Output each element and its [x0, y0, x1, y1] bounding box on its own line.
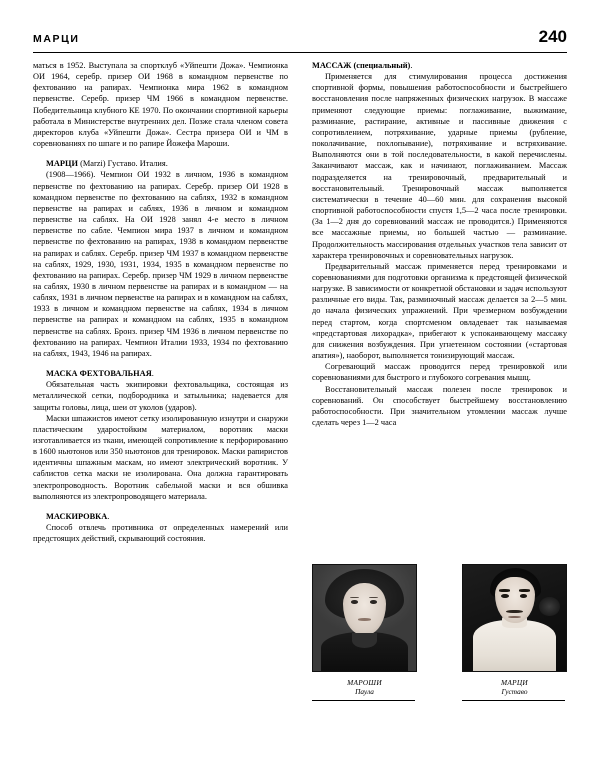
portrait-photo-marzi [462, 564, 567, 672]
collar-shape [352, 633, 377, 648]
mustache-shape [506, 610, 522, 614]
eye-left [501, 594, 509, 598]
caption-given-name: Паула [355, 687, 374, 697]
entry-marzi-body: (1908—1966). Чемпион ОИ 1932 в личном, 1936 в командном первенстве по фехтованию на рапирах. Серебр. призер ОИ 1928 в командном первенстве по фехтованию на саблях, 1932 в командном первенстве на рапирах и саблях, 1936 в личном и командном первенстве на саблях. На ОИ 1928 занял 4-е место в личном первенстве по сабле. Чемпион мира 1937 в личном и командном первенстве по фехтованию на рапирах, 1938 в командном первенстве на рапирах и саблях. Серебр. призер ЧМ 1937 в командном первенстве на саблях, 1929, 1930, 1931, 1934, 1935 в командном первенстве по фехтованию на рапирах. Серебр. призер ЧМ 1929 в личном первенстве на саблях, 1930 в личном первенстве на рапирах и в командном — на саблях, 1931 в личном первенстве на рапирах и в командном на саблях, 1933 в личном и командном первенстве на саблях, 1934 в личном первенстве на рапирах и командном на саблях, 1935 в командном первенстве на саблях. Бронз. призер ЧМ 1936 в личном первенстве по фехтованию на рапирах. Чемпион Италии 1933, 1934 по фехтованию на саблях, 1943, 1946 на рапирах. [33, 170, 288, 358]
eyebrow-right [519, 589, 530, 591]
left-column [33, 60, 288, 544]
entry-period: . [107, 511, 110, 521]
caption-given-name: Густаво [501, 687, 528, 697]
entry-headword: МАССАЖ (специальный) [312, 61, 411, 70]
figure-caption-marzi [462, 678, 567, 697]
entry-marzi [33, 158, 288, 169]
right-column [312, 60, 567, 428]
header-divider [33, 52, 567, 53]
entry-given-name: Густаво. Италия. [107, 159, 168, 169]
fencing-jacket-shape [473, 620, 555, 671]
eye-right [370, 600, 377, 604]
background-highlight [539, 597, 560, 616]
eye-left [351, 600, 358, 604]
entry-maska [33, 368, 288, 379]
entry-massage-p4: Восстановительный массаж полезен после тренировок и соревнований. Он способствует быстрейшему восстановлению работоспособности. При значительном утомлении массаж лучше сделать через 1—2 часа [312, 384, 567, 427]
caption-surname: МАРЦИ [500, 678, 529, 687]
entry-maska-body: Обязательная часть экипировки фехтовальщика, состоящая из металлической сетки, подбородника и затыльника; надевается для защиты головы, лица, шеи от уколов (ударов). [33, 380, 288, 412]
entry-maska-body2: Маски шпажистов имеют сетку изолированную изнутри и снаружи пластическим ударостойким материалом, воротник маски изготавливается из ткани, имеющей сопротивление к перфорированию в 1600 ньютонов или 350 ньютонов для тренировок. Маски рапиристов идентичны шпажным маскам, но имеют электрический воротник. У саблистов сетка маски не изолирована. Она должна гарантировать электропроводность. Воротник сабельной маски и вся обшивка выполняются из электропроводящего материала. [33, 413, 288, 501]
figure-maroshi [312, 564, 417, 701]
mouth-shape [508, 616, 520, 618]
portrait-photo-maroshi [312, 564, 417, 672]
caption-surname: МАРОШИ [347, 678, 382, 687]
entry-massage-p2: Предварительный массаж применяется перед тренировками и соревнованиями для подготовки организма к предстоящей физической нагрузке. В зависимости от конкретной обстановки и задач используют различные его виды. Так, разминочный массаж делается за 2—5 мин. до начала физических упражнений. При чрезмерном возбуждении перед стартом, когда спортсменом овладевает так называемая «предстартовая лихорадка», прибегают к успокаивающему массажу для снижения возбуждения. При угнетенном состоянии («стартовая апатия»), наоборот, выполняется тонизирующий массаж. [312, 261, 567, 361]
paragraph-continued: маться в 1952. Выступала за спортклуб «Уйпешти Дожа». Чемпионка ОИ 1964, серебр. призер ОИ 1968 в командном первенстве по фехтованию на рапирах. Чемпионка мира 1962 в командном первенстве. Серебр. призер ЧМ 1966 в командном первенстве. Победительница клубного КЕ 1970. По окончании спортивной карьеры работала в Министерстве внутренних дел. Позже стала членом совета директоров клуба «Уйпешти Дожа». Сестра призера ОИ и ЧМ в соревнованиях по шпаге и по рапире Йожефа Мароши. [33, 61, 288, 149]
mouth-shape [358, 618, 370, 621]
entry-maskirovka [33, 511, 288, 522]
entry-headword: МАРЦИ [46, 159, 78, 169]
entry-massage-p1: Применяется для стимулирования процесса достижения спортивной формы, повышения работоспособности и быстрейшего восстановления после напряженных физических нагрузок. В массаже применяют следующие приемы: поглаживание, выжимание, разминание, растирание, активные и пассивные движения с сопротивлением, потряхивание, ударные приемы (рубление, поколачивание, похлопывание), потряхивание и встряхивание. Выполняются они в той последовательности, в какой перечислены. Заканчивают массаж, как и начинают, поглаживанием. Массаж подразделяется на тренировочный, предварительный и восстановительный. Тренировочный массаж выполняется систематически в течение 40—60 мин. для сохранения высокой спортивной работоспособности спустя 1,5—2 часа после тренировки. (За 1—2 дня до соревнований массаж не проводится.) Применяются все массажные приемы, но большей частью — разминание. Продолжительность массирования отдельных участков тела зависит от характера тренировочных и соревновательных нагрузок. [312, 72, 567, 260]
entry-massage [312, 60, 567, 71]
entry-latin: (Marzi) [80, 159, 106, 169]
figure-marzi [462, 564, 567, 701]
running-head-title: МАРЦИ [33, 33, 80, 45]
entry-period: . [151, 369, 154, 379]
entry-headword: МАСКА ФЕХТОВАЛЬНАЯ [46, 369, 152, 379]
entry-headword: МАСКИРОВКА [46, 511, 108, 521]
entry-maskirovka-body: Способ отвлечь противника от определенных намерений или предстоящих действий, скрывающий состояния. [33, 523, 288, 544]
figure-caption-maroshi [312, 678, 417, 697]
eye-right [520, 594, 528, 598]
eyebrow-left [499, 589, 510, 591]
caption-divider [462, 700, 565, 701]
entry-massage-p3: Согревающий массаж проводится перед тренировкой или соревнованиями для быстрого и глубокого согревания мышц. [312, 362, 567, 383]
page-number: 240 [538, 27, 567, 46]
figure-group [312, 564, 567, 701]
caption-divider [312, 700, 415, 701]
entry-period: . [410, 61, 413, 70]
